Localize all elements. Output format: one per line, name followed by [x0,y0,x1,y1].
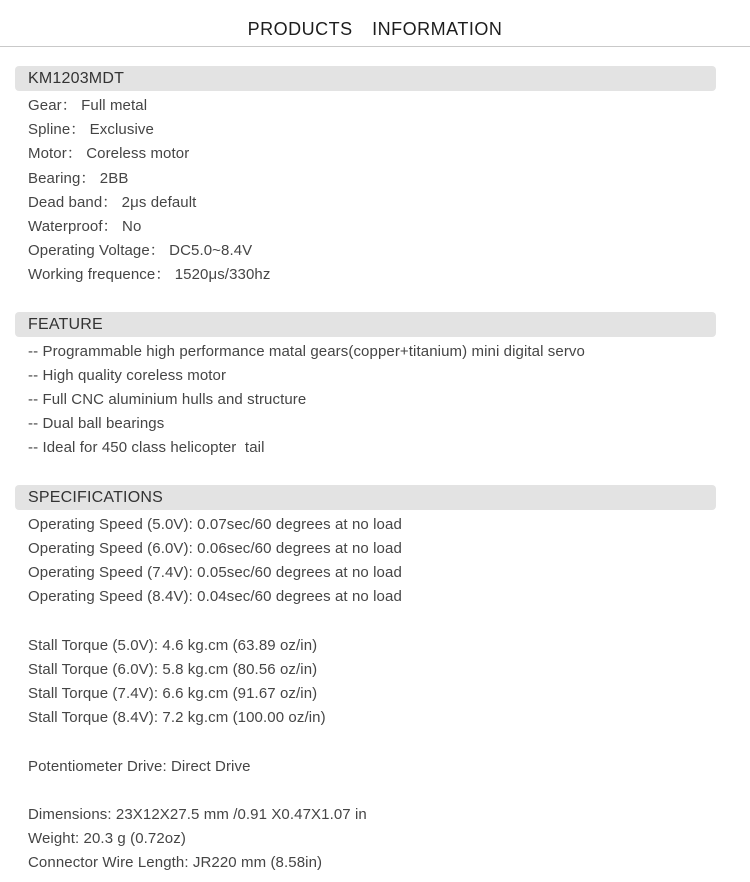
spec-line: Operating Speed (6.0V): 0.06sec/60 degrees at no load [28,539,402,557]
spec-line: -- Ideal for 450 class helicopter tail [28,439,265,457]
section-title-specifications: SPECIFICATIONS [28,488,163,506]
spec-line: Operating Speed (5.0V): 0.07sec/60 degrees at no load [28,515,402,533]
section-feature [0,312,750,461]
spec-line: -- Dual ball bearings [28,415,165,433]
spec-line: Operating Speed (7.4V): 0.05sec/60 degrees at no load [28,564,402,582]
spec-line: Stall Torque (6.0V): 5.8 kg.cm (80.56 oz/in) [28,660,318,678]
blank-line [28,730,730,754]
blank-line [28,779,730,803]
spec-line: Operating Voltage： DC5.0~8.4V [28,242,253,260]
spec-line: -- Programmable high performance matal gears(copper+titanium) mini digital servo [28,342,585,360]
page-title: PRODUCTS INFORMATION [247,19,503,39]
spec-line: Connector Wire Length: JR220 mm (8.58in) [28,854,323,872]
spec-line: Operating Speed (8.4V): 0.04sec/60 degrees at no load [28,588,402,606]
spec-line: Dimensions: 23X12X27.5 mm /0.91 X0.47X1.07 in [28,806,367,824]
spec-line: Spline： Exclusive [28,121,154,139]
spec-line: Dead band： 2μs default [28,193,197,211]
section-product-summary [0,66,750,288]
product-information-panel [0,66,750,876]
section-title-bar [15,66,716,91]
section-title-bar [15,312,716,337]
spec-line: Gear： Full metal [28,97,148,114]
spec-line: Weight: 20.3 g (0.72oz) [28,830,186,848]
spec-line: -- High quality coreless motor [28,366,227,384]
feature-lines [0,340,750,461]
specification-lines [0,513,750,876]
page-header [0,0,750,47]
section-title-product-model: KM1203MDT [28,70,125,87]
product-summary-lines [0,94,750,288]
blank-line [28,609,730,633]
spec-line: Bearing： 2BB [28,169,129,187]
spec-line: Waterproof： No [28,218,142,236]
section-title-feature: FEATURE [28,315,103,333]
spec-line: Potentiometer Drive: Direct Drive [28,757,251,775]
spec-line: Working frequence： 1520μs/330hz [28,266,271,284]
section-title-bar [15,485,716,510]
spec-line: Stall Torque (5.0V): 4.6 kg.cm (63.89 oz/in) [28,636,318,654]
spec-line: Stall Torque (7.4V): 6.6 kg.cm (91.67 oz/in) [28,685,318,703]
spec-line: -- Full CNC aluminium hulls and structure [28,391,307,409]
section-specifications [0,485,750,876]
spec-line: Stall Torque (8.4V): 7.2 kg.cm (100.00 oz/in) [28,709,326,727]
spec-line: Motor： Coreless motor [28,145,190,163]
